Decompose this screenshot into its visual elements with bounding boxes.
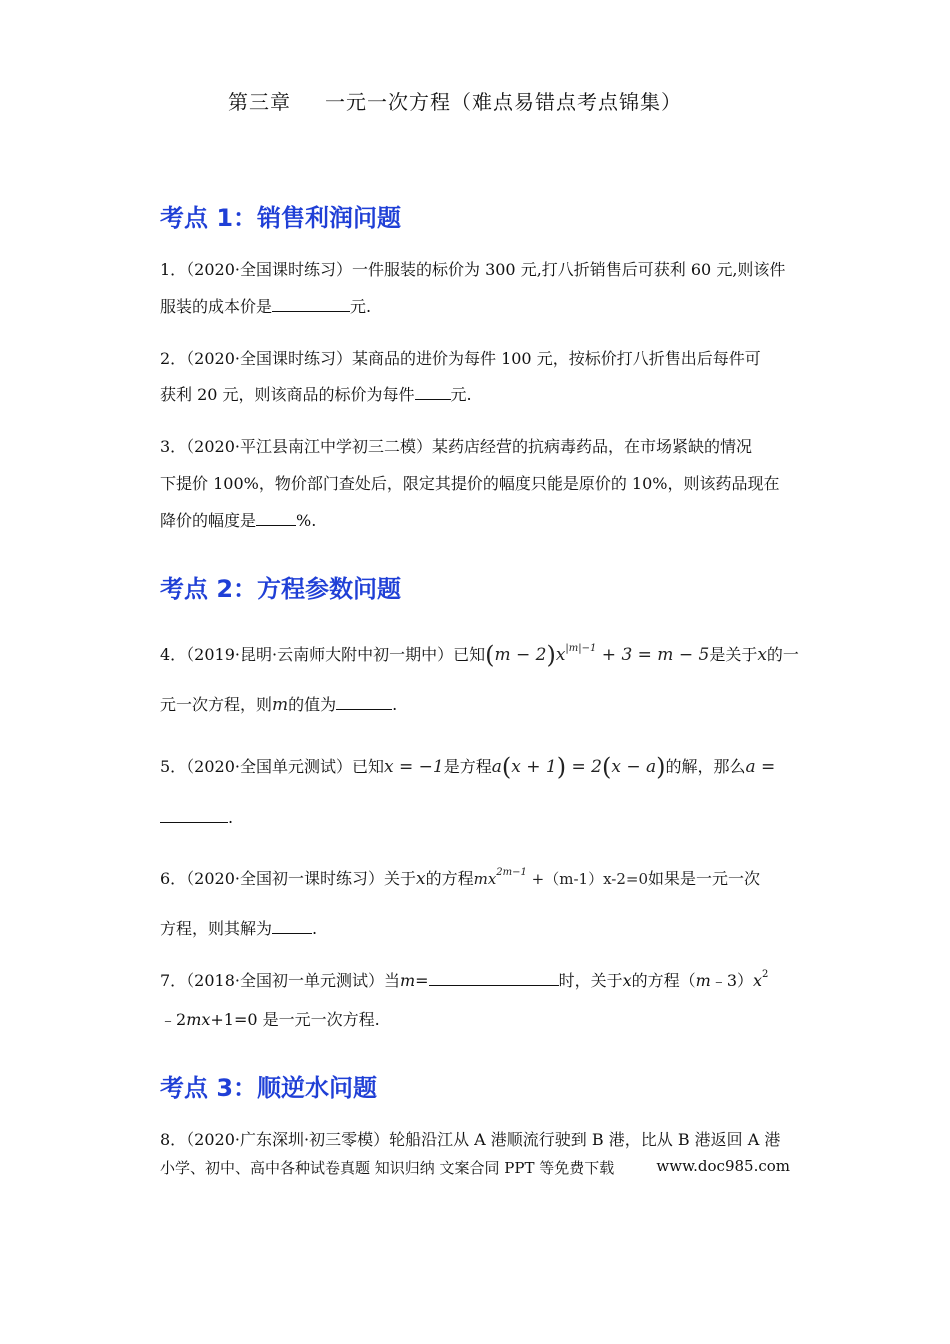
question-6-line-2: 方程，则其解为 . bbox=[160, 919, 318, 938]
question-5-line-1: 5．（2020·全国单元测试）已知x = −1是方程a(x + 1) = 2(x − a)的解，那么a = bbox=[160, 753, 776, 781]
equation-q5: a(x + 1) = 2(x − a) bbox=[491, 753, 666, 781]
question-2-line-1: 2．（2020·全国课时练习）某商品的进价为每件 100 元，按标价打八折售出后每件可 bbox=[160, 349, 761, 368]
equation-q4: $(m - 2)x^{|m|-1} + 3 = m - 5$ bbox=[485, 641, 710, 669]
question-3-line-3: 降价的幅度是 %. bbox=[160, 511, 317, 530]
answer-blank-5 bbox=[160, 808, 228, 823]
question-1-line-1: 1．（2020·全国课时练习）一件服装的标价为 300 元,打八折销售后可获利 60 元,则该件 bbox=[160, 260, 786, 279]
section-heading-3: 考点 3：顺逆水问题 bbox=[160, 1074, 378, 1102]
equation-q6: $mx^{2m-1} +(m-1)x-2=0$ bbox=[473, 867, 648, 888]
question-4-line-2: 元一次方程，则m的值为 . bbox=[160, 695, 398, 715]
answer-blank-4 bbox=[336, 695, 392, 710]
question-6-line-1: 6．（2020·全国初一课时练习）关于x的方程$mx^{2m-1} +(m-1)x-2=0$如果是一元一次 bbox=[160, 867, 760, 889]
question-3-line-1: 3．（2020·平江县南江中学初三二模）某药店经营的抗病毒药品，在市场紧缺的情况 bbox=[160, 437, 752, 456]
answer-blank-6 bbox=[272, 919, 312, 934]
footer-text: 小学、初中、高中各种试卷真题 知识归纳 文案合同 PPT 等免费下载 bbox=[160, 1159, 615, 1177]
question-5-line-2: . bbox=[160, 808, 233, 828]
question-7-line-1: 7．（2018·全国初一单元测试）当m= 时，关于x的方程$(m﹣3)x^2$ bbox=[160, 969, 769, 990]
question-7-line-2: ﹣2mx+1=0 是一元一次方程. bbox=[160, 1010, 380, 1029]
answer-blank-3 bbox=[256, 511, 296, 526]
section-heading-2: 考点 2：方程参数问题 bbox=[160, 575, 402, 603]
page-title: 第三章 一元一次方程（难点易错点考点锦集） bbox=[228, 90, 682, 114]
section-heading-1: 考点 1：销售利润问题 bbox=[160, 204, 402, 232]
question-2-line-2: 获利 20 元，则该商品的标价为每件 元. bbox=[160, 385, 472, 404]
answer-blank-2 bbox=[415, 385, 451, 400]
question-1-line-2: 服装的成本价是 元. bbox=[160, 297, 372, 316]
answer-blank-7 bbox=[429, 971, 559, 986]
footer-website-link[interactable]: www.doc985.com bbox=[656, 1157, 790, 1175]
question-3-line-2: 下提价 100%，物价部门查处后，限定其提价的幅度只能是原价的 10%，则该药品现在 bbox=[160, 474, 780, 493]
page-footer bbox=[160, 1157, 790, 1178]
answer-blank-1 bbox=[272, 297, 350, 312]
question-4-line-1: 4．（2019·昆明·云南师大附中初一期中）已知$(m - 2)x^{|m|-1} + 3 = m - 5$是关于x的一 bbox=[160, 641, 799, 669]
question-8-line-1: 8．（2020·广东深圳·初三零模）轮船沿江从 A 港顺流行驶到 B 港，比从 B 港返回 A 港 bbox=[160, 1130, 781, 1149]
